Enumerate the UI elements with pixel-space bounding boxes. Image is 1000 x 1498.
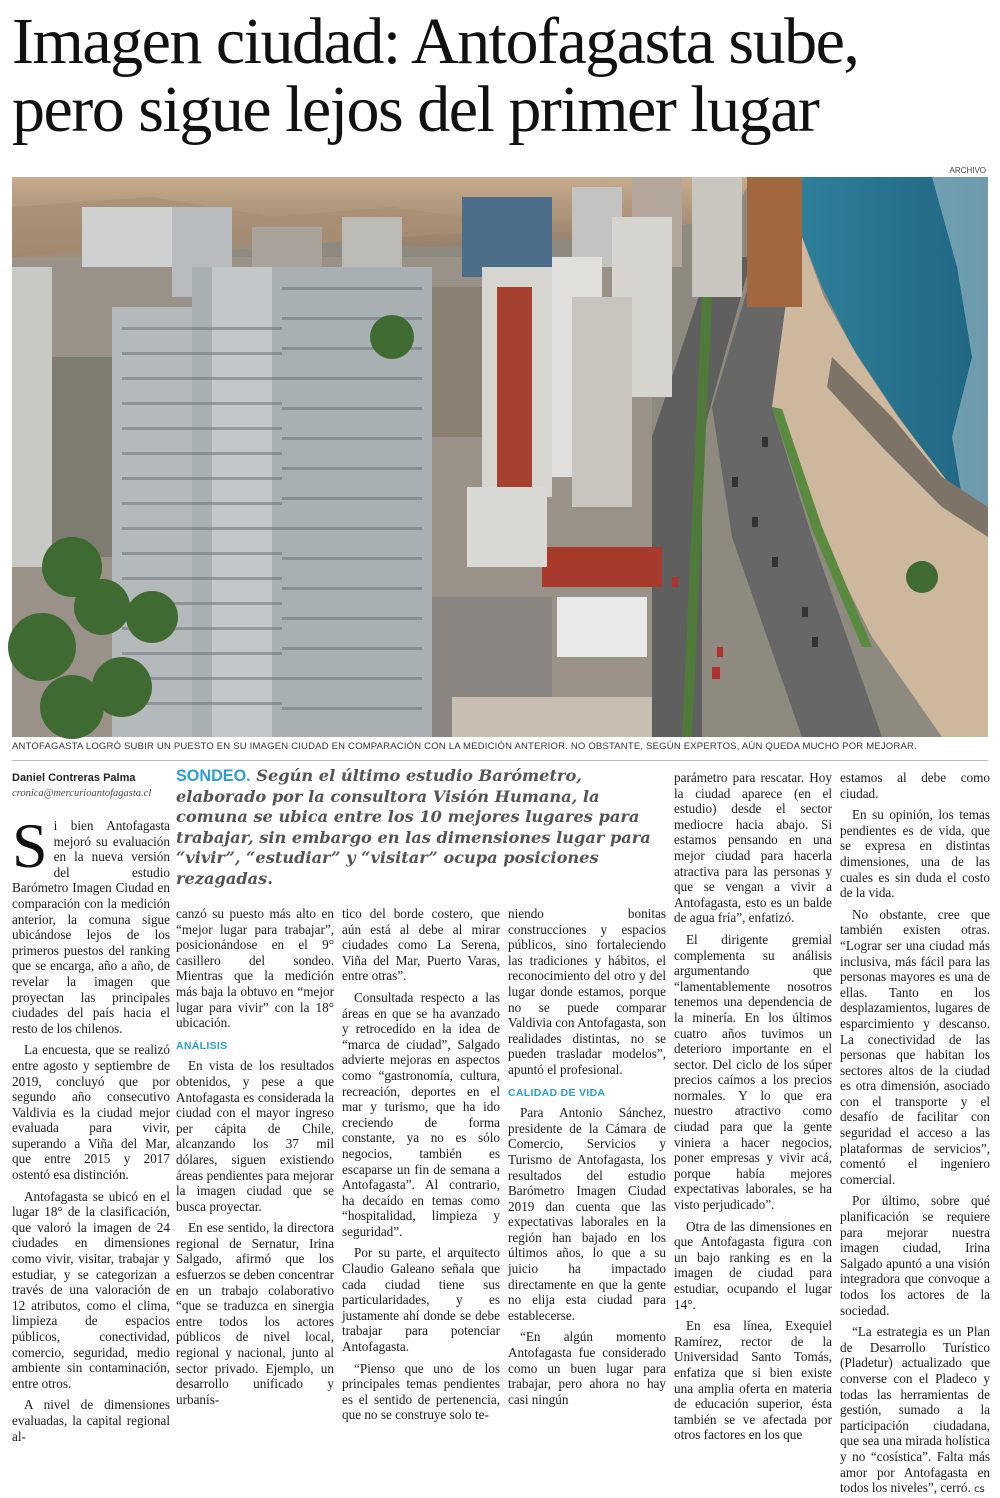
headline-line-1: Imagen ciudad: Antofagasta sube, xyxy=(12,5,859,78)
end-mark: cs xyxy=(974,1484,985,1496)
paragraph: En vista de los resultados obtenidos, y pese a que Antofagasta es considerada la ciudad con el mayor ingreso per cápita de Chile, alcanzando los 37 mil dólares, siguen existiendo áreas pendientes para mejorar la imagen ciudad que se busca proyectar. xyxy=(176,1058,334,1214)
paragraph: En esa línea, Exequiel Ramírez, rector de la Universidad Santo Tomás, enfatiza que si bien existe una amplia oferta en materia de educación superior, ésta también se ve afectada por otros factores en los que xyxy=(674,1318,832,1443)
photo-credit: ARCHIVO xyxy=(949,166,986,175)
paragraph: canzó su puesto más alto en “mejor lugar para trabajar”, posicionándose en el 9° casillero del sondeo. Mientras que la medición más baja la obtuvo en “mejor lugar para vivir” con la 18° ubicación. xyxy=(176,906,334,1031)
paragraph: En su opinión, los temas pendientes es de vida, que se expresa en distintas dimensiones, una de las cuales es sin duda el costo de la vida. xyxy=(840,807,990,901)
drop-cap: S xyxy=(12,810,48,881)
subheading-calidad-de-vida: CALIDAD DE VIDA xyxy=(508,1086,606,1099)
city-photo xyxy=(12,177,988,737)
paragraph: A nivel de dimensiones evaluadas, la capital regional al- xyxy=(12,1397,170,1444)
column-5 xyxy=(674,770,832,1443)
lead-text: Según el último estudio Barómetro, elaborado por la consultora Visión Humana, la comuna se ubica entre los 10 mejores lugares para trabajar, sin embargo en las dimensiones lugar para “vivir”, “estudiar” y “visitar” ocupa posiciones rezagadas. xyxy=(176,766,651,888)
paragraph: Por su parte, el arquitecto Claudio Galeano señala que cada ciudad tiene sus particularidades, y es justamente ahí donde se debe trabajar para potenciar Antofagasta. xyxy=(342,1245,500,1355)
headline xyxy=(12,5,988,146)
paragraph: Si bien Antofagasta mejoró su evaluación en la nueva versión del estudio Barómetro Imagen Ciudad en comparación con la medición anterior, la comuna sigue ubicándose lejos de los primeros puestos del ranking que se encarga, año a año, de revelar la imagen que proyectan las principales ciudades del país hacia el resto de los chilenos. xyxy=(12,810,170,1036)
column-3 xyxy=(342,906,500,1423)
author-email: cronica@mercurioantofagasta.cl xyxy=(12,788,152,799)
paragraph: Para Antonio Sánchez, presidente de la Cámara de Comercio, Servicios y Turismo de Antofagasta, los resultados del estudio Barómetro Imagen Ciudad 2019 dan cuenta que las expectativas laborales en la región han bajado en los últimos años, lo que a su juicio ha impactado directamente en que la gente no elija esta ciudad para establecerse. xyxy=(508,1105,666,1323)
paragraph: “Pienso que uno de los principales temas pendientes es el sentido de pertenencia, que no se construye solo te- xyxy=(342,1360,500,1423)
column-6 xyxy=(840,770,990,1496)
column-4 xyxy=(508,906,666,1407)
paragraph: niendo bonitas construcciones y espacios públicos, sino fortaleciendo las tradiciones y hábitos, el reconocimiento del otro y del lugar donde estamos, porque no se puede comparar Valdivia con Antofagasta, son realidades distintas, no se pueden trasladar modelos”, apuntó el profesional. xyxy=(508,906,666,1077)
section-tag: SONDEO. xyxy=(176,767,251,785)
paragraph: “La estrategia es un Plan de Desarrollo Turístico (Pladetur) actualizado que converse con el Pladeco y todas las herramientas de gestión, sumado a la participación ciudadana, que sea una mirada holística y no “cosística”. Falta más amor por Antofagasta en todos los niveles”, cerró. cs xyxy=(840,1324,990,1496)
paragraph: parámetro para rescatar. Hoy la ciudad aparece (en el estudio) desde el sector mediocre hacia abajo. Si estamos pensando en una mejor ciudad para hacerla atractiva para las personas y que se vengan a vivir a Antofagasta, esto es un balde de agua fría”, enfatizó. xyxy=(674,770,832,926)
divider xyxy=(12,760,988,761)
paragraph: estamos al debe como ciudad. xyxy=(840,770,990,801)
paragraph: “En algún momento Antofagasta fue considerado como un buen lugar para trabajar, pero ahora no hay casi ningún xyxy=(508,1329,666,1407)
paragraph: Consultada respecto a las áreas en que se ha avanzado y retrocedido en la idea de “marca de ciudad”, Salgado advierte mejoras en aspectos como “gastronomía, cultura, recreación, deportes en el mar y turismo, que ha ido creciendo de forma constante, ya no es sólo negocios, también es escaparse un fin de semana a Antofagasta”. Al contrario, ha decaído en temas como “hospitalidad, limpieza y seguridad”. xyxy=(342,989,500,1239)
column-1 xyxy=(12,810,170,1444)
paragraph: No obstante, cree que también existen otras. “Lograr ser una ciudad más inclusiva, más fácil para las personas mayores es una de ellas. Tanto en los desplazamientos, lugares de esparcimiento y descanso. La conectividad de las personas que habitan los sectores altos de la ciudad es otra dimensión, asociado con el transporte y el desafío de facilitar con seguridad el acceso a las plataformas de servicios”, comentó el ingeniero comercial. xyxy=(840,906,990,1187)
paragraph: El dirigente gremial complementa su análisis argumentando que “lamentablemente nosotros tenemos una dependencia de la minería. En los últimos cuatro años tuvimos un deterioro importante en el sector. Del ciclo de los súper precios caímos a los precios normales. Y lo que era nuestro atractivo como ciudad para que la gente viniera a hacer negocios, poner empresas y vivir acá, porque había mejores expectativas laborales, se ha visto perjudicado”. xyxy=(674,931,832,1213)
paragraph: Otra de las dimensiones en que Antofagasta figura con un bajo ranking es en la imagen de ciudad para estudiar, ocupando el lugar 14°. xyxy=(674,1218,832,1312)
paragraph: Antofagasta se ubicó en el lugar 18° de la clasificación, que valoró la imagen de 24 ciudades en dimensiones como vivir, visitar, trabajar y estudiar, y se categorizan a través de una valoración de 12 atributos, como el clima, limpieza de espacios públicos, conectividad, comercio, seguridad, medio ambiente sin contaminación, entre otros. xyxy=(12,1188,170,1391)
headline-line-2: pero sigue lejos del primer lugar xyxy=(12,73,819,146)
paragraph: Por último, sobre qué planificación se requiere para mejorar nuestra imagen ciudad, Irina Salgado apuntó a una visión integradora que convoque a todos los actores de la sociedad. xyxy=(840,1193,990,1318)
paragraph: La encuesta, que se realizó entre agosto y septiembre de 2019, concluyó que por segundo año consecutivo Valdivia es la ciudad mejor evaluada para vivir, superando a Viña del Mar, que entre 2015 y 2017 ostentó esa distinción. xyxy=(12,1042,170,1183)
photo-caption: ANTOFAGASTA LOGRÓ SUBIR UN PUESTO EN SU IMAGEN CIUDAD EN COMPARACIÓN CON LA MEDICIÓN ANTERIOR. NO OBSTANTE, SEGÚN EXPERTOS, AÚN QUEDA MUCHO POR MEJORAR. xyxy=(12,741,917,752)
column-2 xyxy=(176,906,334,1407)
lead-paragraph xyxy=(176,766,666,889)
author-name: Daniel Contreras Palma xyxy=(12,772,136,784)
paragraph: En ese sentido, la directora regional de Sernatur, Irina Salgado, afirmó que los esfuerzos se deben concentrar en un trabajo colaborativo “que se traduzca en sinergia entre todos los actores públicos de nivel local, regional y nacional, junto al sector privado. Ejemplo, un desarrollo unificado y urbanís- xyxy=(176,1220,334,1407)
paragraph: tico del borde costero, que aún está al debe al mirar ciudades como La Serena, Viña del Mar, Puerto Varas, entre otras”. xyxy=(342,906,500,984)
subheading-analisis: ANÁLISIS xyxy=(176,1039,228,1052)
